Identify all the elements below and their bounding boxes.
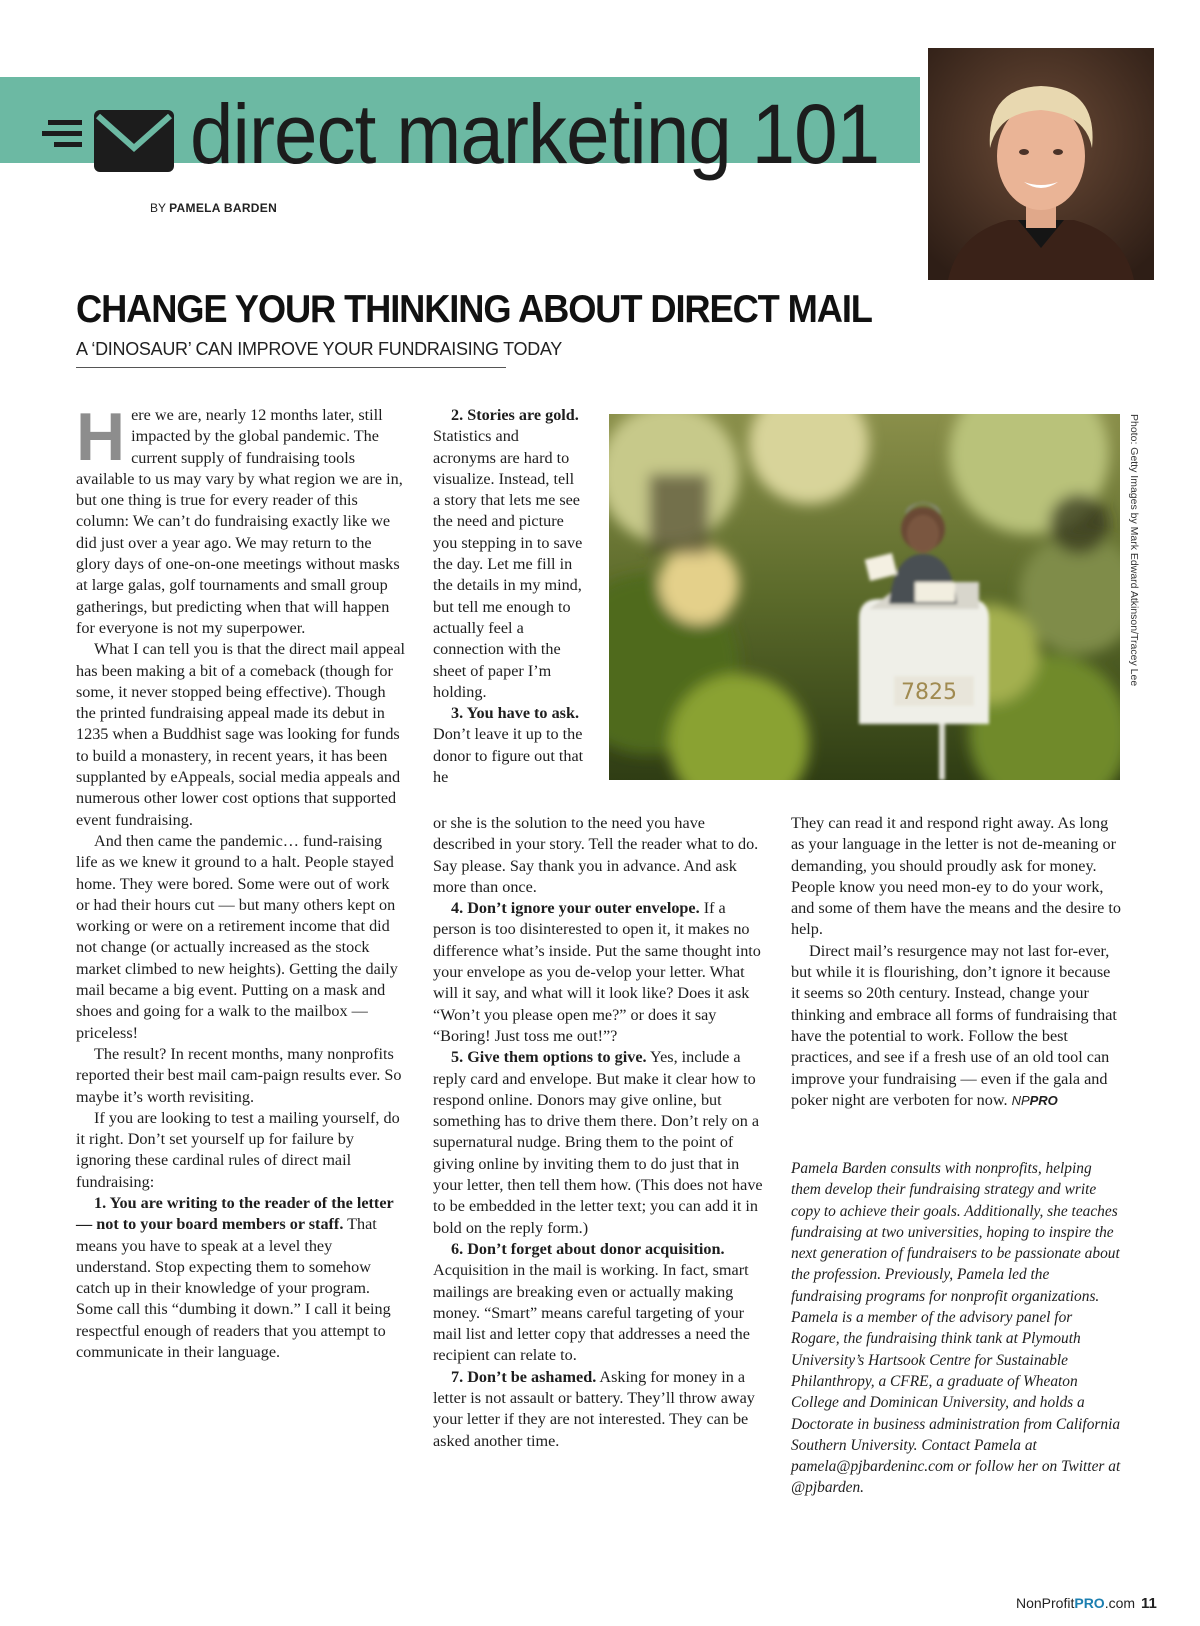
paragraph: The result? In recent months, many nonprofits reported their best mail cam-paign results ever. So maybe it’s worth revisiting.: [76, 1044, 402, 1106]
text-column-3: [791, 813, 1121, 1111]
rule-3-text: Don’t leave it up to the donor to figure out that he: [433, 725, 584, 787]
text-column-2-top: [433, 405, 585, 788]
rule-3: [433, 703, 585, 788]
rule-4-text: If a person is too disinterested to open it, it makes no difference what’s inside. Put the same thought into your envelope as you de-velop your letter. What will it say, and what will it look like? Does it ask “Won’t you please open me?” or does it say “Boring! Just toss me out!”?: [433, 899, 761, 1045]
footer-site-pro: PRO: [1074, 1595, 1105, 1611]
byline: [150, 201, 277, 215]
rule-2-title: 2. Stories are gold.: [451, 406, 579, 424]
closing-paragraph: [791, 941, 1121, 1111]
paragraph: They can read it and respond right away. As long as your language in the letter is not de-meaning or demanding, you should proudly ask for money. People know you need mon-ey to do your work, and some of them have the means and the desire to help.: [791, 814, 1121, 939]
rule-3-continued: or she is the solution to the need you have described in your story. Tell the reader what to do. Say please. Say thank you in advance. And ask more than once.: [433, 814, 759, 896]
photo-credit-text: Photo: Getty Images by Mark Edward Atkinson/Tracey Lee: [1128, 414, 1140, 687]
paragraph: If you are looking to test a mailing yourself, do it right. Don’t set yourself up for failure by ignoring these cardinal rules of direct mail fundraising:: [76, 1108, 400, 1191]
author-bio: Pamela Barden consults with nonprofits, helping them develop their fundraising strategy and write copy to achieve their goals. Additionally, she teaches fundraising at two universities, hoping to inspire the next generation of fundraisers to be passionate about the profession. Previously, Pamela led the fundraising programs for nonprofit organizations. Pamela is a member of the advisory panel for Rogare, the fundraising think tank at Plymouth University’s Hartsook Centre for Sustainable Philanthropy, a CFRE, a graduate of Wheaton College and Dominican University, and holds a Doctorate in business administration from California Southern University. Contact Pamela at pamela@pjbardeninc.com or follow her on Twitter at @pjbarden.: [791, 1160, 1121, 1497]
rule-2-text: Statistics and acronyms are hard to visualize. Instead, tell a story that lets me see the need and picture you stepping in to save the day. Let me fill in the details in my mind, but tell me enough to actually feel a connection with the sheet of paper I’m holding.: [433, 427, 583, 701]
rule-4-title: 4. Don’t ignore your outer envelope.: [451, 899, 700, 918]
author-portrait: [928, 48, 1154, 280]
article-headline: CHANGE YOUR THINKING ABOUT DIRECT MAIL: [76, 288, 872, 331]
closing-text: Direct mail’s resurgence may not last for-ever, but while it is flourishing, don’t ignore it because it seems so 20th century. Instead, change your thinking and embrace all forms of fundraising that have the potential to work. Follow the best practices, and see if a fresh use of an old tool can improve your fundraising — even if the gala and poker night are verboten for now.: [791, 941, 1117, 1109]
text-column-1: [76, 399, 406, 1363]
rule-5-text: Yes, include a reply card and envelope. But make it clear how to respond online. Donors may give online, but something has to drive them there. Don’t rely on a supernatural nudge. Bring them to the point of giving online by inviting them to do just that in your letter, then tell them how. (This does not have to be embedded in the letter text; you can add it in bold on the reply form.): [433, 1048, 763, 1237]
rule-4: [433, 898, 763, 1047]
mailbox-number: 7825: [901, 680, 957, 705]
rule-2: [433, 405, 585, 703]
end-mark: [1012, 1093, 1058, 1108]
paragraph: And then came the pandemic… fund-raising life as we knew it ground to a halt. People stayed home. They were bored. Some were out of work or had their hours cut — but many others kept on working or were on a retirement income that did not change (or actually increased as the stock market climbed to new heights). Getting the daily mail became a big event. Putting on a mask and shoes and going for a walk to the mailbox — priceless!: [76, 831, 398, 1042]
page-footer: [1016, 1595, 1157, 1612]
byline-prefix: BY: [150, 201, 166, 215]
rule-7: [433, 1367, 763, 1452]
text-column-2-bottom: [433, 813, 763, 1452]
footer-site-domain: .com: [1104, 1595, 1136, 1611]
rule-7-text: Asking for money in a letter is not assault or battery. They’ll throw away your letter if they are not interested. They can be asked another time.: [433, 1367, 755, 1450]
rule-7-title: 7. Don’t be ashamed.: [451, 1367, 597, 1386]
paragraph: What I can tell you is that the direct mail appeal has been making a bit of a comeback (though for some, it never stopped being effective). Though the printed fundraising appeal made its debut in 1235 when a Buddhist sage was looking for funds to build a monastery, in recent years, it has been supplanted by eAppeals, social media appeals and numerous other lower cost options that supported event fundraising.: [76, 640, 406, 829]
author-name: PAMELA BARDEN: [169, 201, 278, 215]
paragraph-text: ere we are, nearly 12 months later, still impacted by the global pandemic. The current supply of fundraising tools available to us may vary by what region we are in, but one thing is true for every reader of this column: We can’t do fundraising exactly like we did just over a year ago. We may return to the glory days of one-on-one meetings without masks at large galas, golf tournaments and small group gatherings, but predicting when that will happen for everyone is not my superpower.: [76, 406, 403, 637]
rule-6-text: Acquisition in the mail is working. In fact, smart mailings are breaking even or actually making money. “Smart” means careful targeting of your mail list and letter copy that addresses a need the recipient can relate to.: [433, 1261, 750, 1365]
article-photo: [609, 414, 1120, 780]
department-title: direct marketing 101: [190, 87, 880, 181]
drop-cap: H: [76, 399, 126, 475]
rule-6: [433, 1239, 763, 1367]
end-mark-pro: PRO: [1029, 1092, 1058, 1108]
rule-6-title: 6. Don’t forget about donor acquisition.: [451, 1239, 725, 1258]
paragraph: [76, 399, 406, 639]
rule-5: [433, 1047, 763, 1239]
article-subhead: A ‘DINOSAUR’ CAN IMPROVE YOUR FUNDRAISING TODAY: [76, 339, 506, 368]
photo-credit: [1128, 414, 1140, 714]
rule-1-text: That means you have to speak at a level they understand. Stop expecting them to somehow catch up in their knowledge of your program. Some call this “dumbing it down.” I call it being respectful enough of readers that you attempt to communicate in their language.: [76, 1215, 391, 1362]
rule-3-title: 3. You have to ask.: [451, 704, 580, 723]
envelope-icon: [42, 106, 182, 178]
rule-1-title: 1. You are writing to the reader of the letter — not to your board members or staff.: [76, 1193, 394, 1234]
footer-site-name: NonProfit: [1016, 1595, 1075, 1611]
end-mark-np: NP: [1011, 1092, 1030, 1108]
rule-5-title: 5. Give them options to give.: [451, 1048, 647, 1067]
page-number: 11: [1141, 1595, 1157, 1612]
rule-1: [76, 1193, 406, 1363]
